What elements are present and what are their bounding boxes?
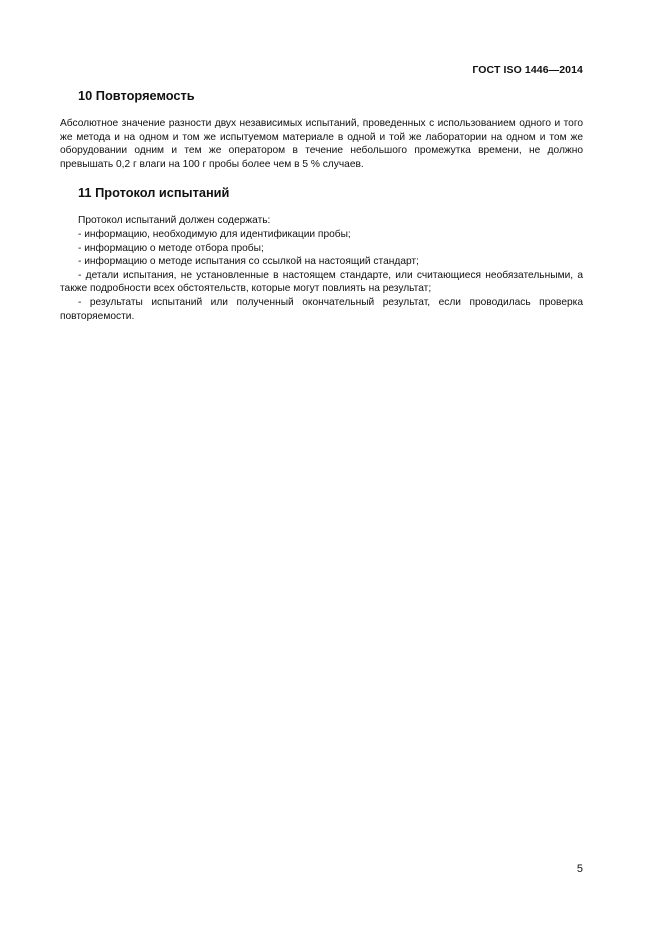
list-item: - информацию о методе испытания со ссылкой на настоящий стандарт; <box>78 256 419 268</box>
list-intro: Протокол испытаний должен содержать: <box>78 215 271 227</box>
page-content <box>60 88 583 323</box>
list-item: - результаты испытаний или полученный окончательный результат, если проводилась проверка повторяемости. <box>60 296 583 322</box>
paragraph-text: Абсолютное значение разности двух независимых испытаний, проведенных с использованием одного и того же метода и на одном и том же испытуемом материале в одной и той же лаборатории на одном и том же оборудовании одним и тем же оператором в течение небольшого промежутка времени, не должно превышать 0,2 г влаги на 100 г пробы более чем в 5 % случаев. <box>60 118 583 170</box>
section-heading: 11 Протокол испытаний <box>78 185 230 201</box>
list-item: - информацию, необходимую для идентификации пробы; <box>78 228 351 240</box>
section-test-report <box>60 185 583 323</box>
report-contents <box>60 214 583 323</box>
list-item: - детали испытания, не установленные в настоящем стандарте, или считающиеся необязательными, а также подробности всех обстоятельств, которые могут повлиять на результат; <box>60 269 583 295</box>
section-heading: 10 Повторяемость <box>78 88 195 103</box>
page-number: 5 <box>576 863 583 875</box>
document-header: ГОСТ ISO 1446—2014 <box>472 64 583 76</box>
list-item: - информацию о методе отбора пробы; <box>78 242 264 254</box>
section-paragraph <box>60 117 583 171</box>
section-repeatability <box>60 88 583 171</box>
